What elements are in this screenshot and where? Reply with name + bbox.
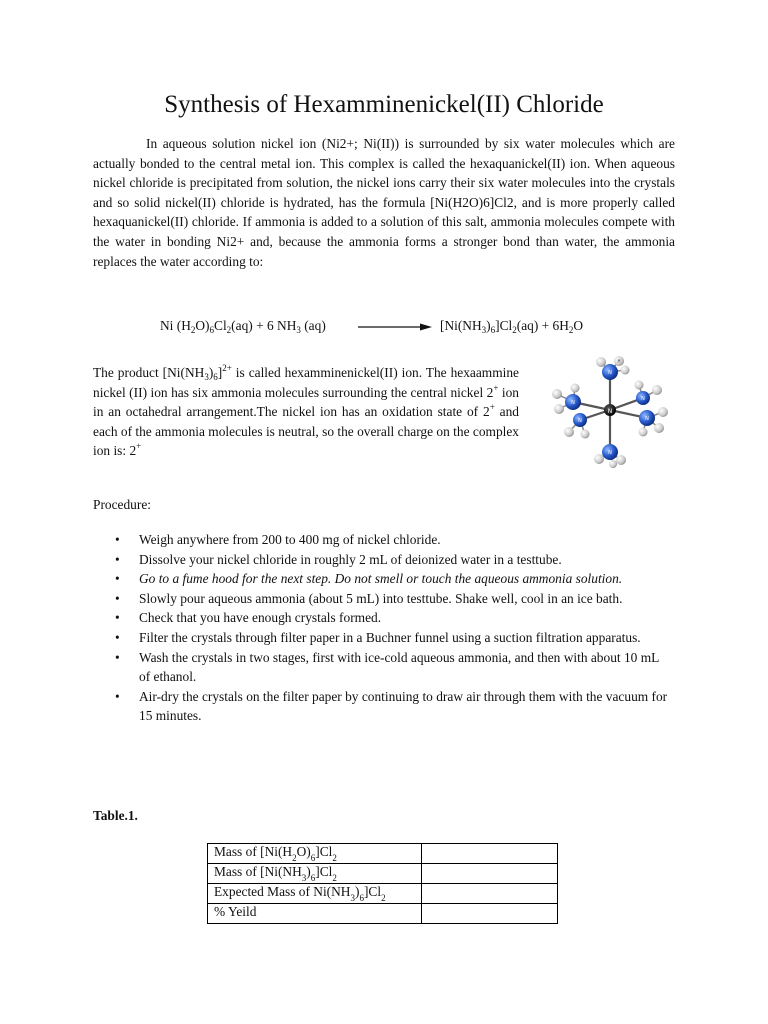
hexamminenickel-molecule-icon bbox=[535, 352, 685, 472]
bullet-icon: • bbox=[115, 551, 120, 567]
list-item: • Weigh anywhere from 200 to 400 mg of nickel chloride. bbox=[93, 530, 673, 550]
table-cell-value[interactable] bbox=[422, 904, 558, 924]
bullet-icon: • bbox=[115, 629, 120, 645]
list-item: • Slowly pour aqueous ammonia (about 5 mL) into testtube. Shake well, cool in an ice bath. bbox=[93, 589, 673, 609]
table-row bbox=[208, 844, 558, 864]
bullet-icon: • bbox=[115, 649, 120, 665]
equation-reactants: Ni $(H_2O)_6Cl_2(aq) + 6$ $NH_3$ (aq) bbox=[160, 318, 326, 335]
reaction-arrow-icon bbox=[358, 322, 432, 332]
molecule-ligand-label: N bbox=[641, 396, 645, 402]
procedure-heading: Procedure: bbox=[93, 497, 152, 512]
table-row bbox=[208, 884, 558, 904]
molecule-ligand-label: N bbox=[578, 418, 582, 424]
table-cell-label: Mass of $[Ni(H_2O)_6]Cl_2$ bbox=[208, 844, 422, 864]
list-item: • Air-dry the crystals on the filter paper by continuing to draw air through them with the vacuum for 15 minutes. bbox=[115, 688, 668, 724]
table-row bbox=[208, 904, 558, 924]
product-text: The product $[Ni(NH_3)_6]^{2+}$ is called hexamminenickel(II) ion. The hexaammine nickel (II) ion has six ammonia molecules surrounding the central nickel 2+ ion in an octahedral arrangement.The nickel ion has an oxidation state of 2+ and each of the ammonia molecules is neutral, so the overall charge on the complex ion is: 2+ bbox=[93, 363, 520, 459]
bullet-icon: • bbox=[115, 532, 120, 547]
list-item: • Dissolve your nickel chloride in roughly 2 mL of deionized water in a testtube. bbox=[93, 550, 673, 570]
molecule-ligand-label: N bbox=[645, 416, 649, 422]
molecule-ligand-label: N bbox=[571, 400, 575, 406]
table-cell-value[interactable] bbox=[422, 844, 558, 864]
table-row bbox=[208, 864, 558, 884]
product-paragraph bbox=[93, 363, 519, 461]
equation-products: $[Ni(NH_3)_6]Cl_2(aq) + 6H_2O$ bbox=[440, 318, 584, 335]
table-cell-value[interactable] bbox=[422, 884, 558, 904]
results-table bbox=[207, 843, 558, 924]
molecule-ligand-label: N bbox=[608, 370, 612, 376]
table-caption: Table.1. bbox=[93, 808, 138, 823]
table-cell-label: % Yeild bbox=[208, 904, 422, 924]
bullet-icon: • bbox=[115, 571, 120, 587]
molecule-center-label: N bbox=[607, 408, 613, 415]
molecule-ligand-label: N bbox=[608, 450, 612, 456]
list-item: • Filter the crystals through filter paper in a Buchner funnel using a suction filtration apparatus. bbox=[93, 628, 673, 648]
bullet-icon: • bbox=[115, 610, 120, 626]
table-cell-label: Expected Mass of $Ni(NH_3)_6]Cl_2$ bbox=[208, 884, 422, 904]
page-title: Synthesis of Hexamminenickel(II) Chloride bbox=[164, 91, 604, 118]
procedure-list bbox=[93, 530, 673, 726]
intro-text: In aqueous solution nickel ion (Ni2+; Ni(II)) is surrounded by six water molecules which are actually bonded to the central metal ion. This complex is called the hexaquanickel(II) ion. When aqueous nickel chloride is precipitated from solution, the nickel ions carry their six water molecules into the crystals and so solid nickel(II) chloride is hydrated, has the formula [Ni(H2O)6]Cl2, and is more properly called hexaquanickel(II) chloride. If ammonia is added to a solution of this salt, ammonia molecules compete with the water in bonding Ni2+ and, because the ammonia forms a stronger bond than water, the ammonia replaces the water according to: bbox=[93, 136, 675, 269]
table-cell-label: Mass of $[Ni(NH_3)_6]Cl_2$ bbox=[208, 864, 422, 884]
molecule-hydrogen-label: H bbox=[617, 358, 621, 364]
reaction-equation bbox=[160, 318, 620, 338]
bullet-icon: • bbox=[115, 688, 120, 704]
list-item: • Wash the crystals in two stages, first with ice-cold aqueous ammonia, and then with about 10 mL of ethanol. bbox=[115, 649, 659, 685]
list-item: • Check that you have enough crystals formed. bbox=[93, 608, 673, 628]
intro-paragraph bbox=[93, 134, 675, 271]
bullet-icon: • bbox=[115, 590, 120, 606]
list-item: • Go to a fume hood for the next step. Do not smell or touch the aqueous ammonia solution. bbox=[93, 569, 673, 589]
table-cell-value[interactable] bbox=[422, 864, 558, 884]
